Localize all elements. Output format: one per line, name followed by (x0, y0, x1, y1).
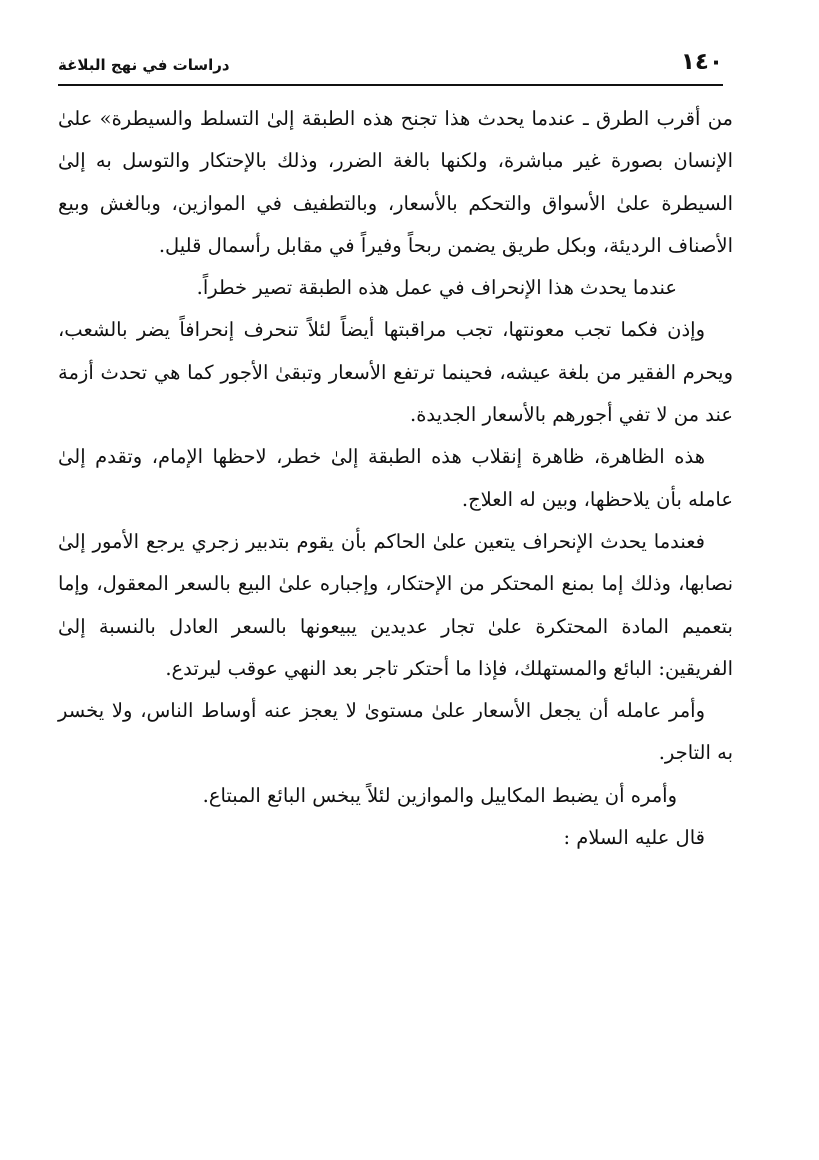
header-divider (58, 84, 723, 86)
paragraph-5: فعندما يحدث الإنحراف يتعين علىٰ الحاكم بأن يقوم بتدبير زجري يرجع الأمور إلىٰ نصابها، وذلك إما بمنع المحتكر من الإحتكار، وإجباره علىٰ البيع بالسعر المعقول، وإما بتعميم المادة المحتكرة علىٰ تجار عديدين يبيعونها بالسعر العادل بالنسبة إلىٰ الفريقين: البائع والمستهلك، فإذا ما أحتكر تاجر بعد النهي عوقب ليرتدع. (58, 529, 733, 680)
paragraph-3: وإذن فكما تجب معونتها، تجب مراقبتها أيضاً لئلاً تنحرف إنحرافاً يضر بالشعب، ويحرم الفقير من بلغة عيشه، فحينما ترتفع الأسعار وتبقىٰ الأجور كما هي تحدث أزمة عند من لا تفي أجورهم بالأسعار الجديدة. (58, 318, 733, 427)
paragraph-1: من أقرب الطرق ـ عندما يحدث هذا تجنح هذه الطبقة إلىٰ التسلط والسيطرة» علىٰ الإنسان بصورة غير مباشرة، ولكنها بالغة الضرر، وذلك بالإحتكار والتوسل به إلىٰ السيطرة علىٰ الأسواق والتحكم بالأسعار، وبالتطفيف في الموازين، وبالغش وبيع الأصناف الرديئة، وبكل طريق يضمن ربحاً وفيراً في مقابل رأسمال قليل. (58, 107, 733, 257)
paragraph-7: وأمره أن يضبط المكاييل والموازين لئلاً يبخس البائع المبتاع. (202, 783, 677, 807)
page-number: ١٤٠ (680, 49, 723, 75)
paragraph-4: هذه الظاهرة، ظاهرة إنقلاب هذه الطبقة إلىٰ خطر، لاحظها الإمام، وتقدم إلىٰ عامله بأن يلاحظها، وبين له العلاج. (58, 445, 733, 511)
running-title: دراسات في نهج البلاغة (58, 56, 230, 74)
body-text (58, 98, 733, 859)
page-header (58, 44, 723, 82)
paragraph-6: وأمر عامله أن يجعل الأسعار علىٰ مستوىٰ لا يعجز عنه أوساط الناس، ولا يخسر به التاجر. (58, 699, 733, 765)
paragraph-2: عندما يحدث هذا الإنحراف في عمل هذه الطبقة تصير خطراً. (196, 276, 677, 300)
paragraph-8: قال عليه السلام : (563, 826, 705, 850)
